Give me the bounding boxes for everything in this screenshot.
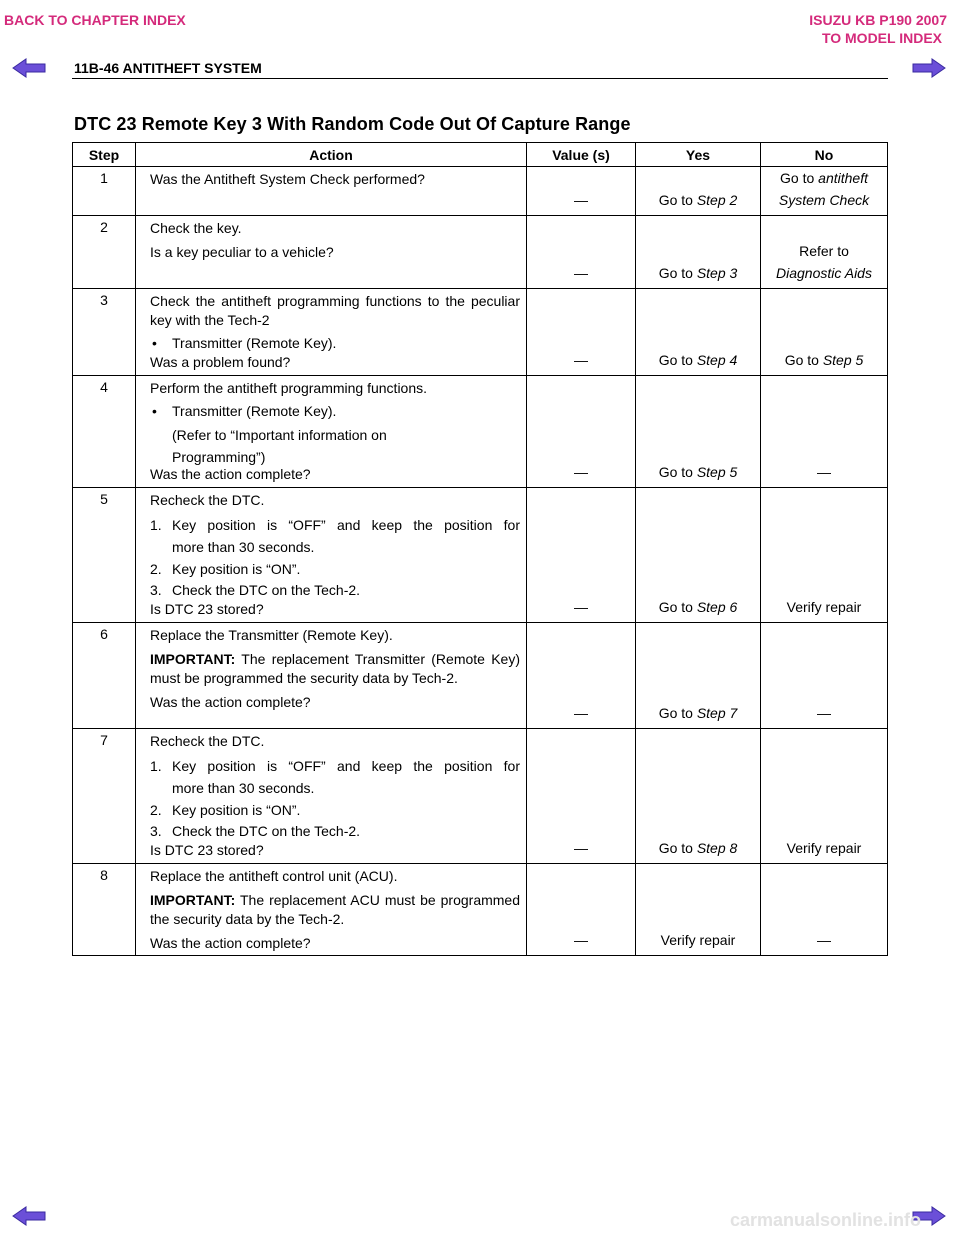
value-cell: —	[527, 864, 636, 956]
action-question: Was the action complete?	[150, 694, 311, 710]
action-list-item	[150, 755, 520, 799]
step-number: 6	[73, 623, 136, 729]
action-text: Replace the Transmitter (Remote Key).	[150, 627, 393, 643]
item-number: 2.	[150, 561, 162, 577]
item-text: Key position is “OFF” and keep the position for	[172, 517, 520, 533]
header-no: No	[761, 143, 888, 167]
section-header: 11B-46 ANTITHEFT SYSTEM	[74, 60, 262, 76]
item-number: 3.	[150, 582, 162, 598]
model-title-link[interactable]: ISUZU KB P190 2007	[809, 12, 947, 28]
item-text: Key position is “ON”.	[172, 561, 301, 577]
action-question: Was the action complete?	[150, 466, 311, 482]
yes-prefix: Go to	[658, 265, 697, 281]
action-text: Recheck the DTC.	[150, 492, 265, 508]
item-number: 3.	[150, 823, 162, 839]
value-cell: —	[527, 216, 636, 289]
step-number: 7	[73, 729, 136, 864]
step-number: 4	[73, 376, 136, 488]
action-list-item	[150, 821, 520, 841]
action-cell	[136, 864, 527, 956]
action-text: Check the key.	[150, 220, 242, 236]
yes-prefix: Go to	[658, 464, 697, 480]
table-header-row	[73, 143, 888, 167]
table-row	[73, 729, 888, 864]
no-cell	[761, 289, 888, 376]
action-text: Check the antitheft programming functions to the peculiar key with the Tech-2	[150, 293, 520, 328]
value-cell: —	[527, 289, 636, 376]
item-number: 1.	[150, 758, 162, 774]
action-text: Was the Antitheft System Check performed?	[150, 171, 425, 187]
item-text: Key position is “OFF” and keep the position for	[172, 758, 520, 774]
action-list-item	[150, 558, 520, 580]
item-number: 2.	[150, 802, 162, 818]
value-cell: —	[527, 167, 636, 216]
watermark: carmanualsonline.info	[730, 1210, 922, 1230]
no-prefix: Go to	[784, 352, 823, 368]
yes-cell	[636, 729, 761, 864]
action-cell	[136, 376, 527, 488]
no-prefix: Go to	[780, 170, 819, 186]
no-cell	[761, 216, 888, 289]
action-text: Replace the antitheft control unit (ACU).	[150, 868, 398, 884]
yes-step-ref: Step 5	[696, 464, 738, 480]
action-bullet: • Transmitter (Remote Key).	[150, 402, 520, 421]
yes-cell	[636, 623, 761, 729]
action-cell	[136, 623, 527, 729]
table-row	[73, 864, 888, 956]
action-cell	[136, 488, 527, 623]
table-row	[73, 167, 888, 216]
action-text: Perform the antitheft programming functions.	[150, 380, 428, 396]
yes-cell	[636, 488, 761, 623]
action-note: Programming”)	[172, 449, 266, 465]
page-title: DTC 23 Remote Key 3 With Random Code Out Of Capture Range	[74, 114, 631, 134]
action-text: Recheck the DTC.	[150, 733, 265, 749]
value-cell: —	[527, 488, 636, 623]
step-number: 3	[73, 289, 136, 376]
yes-cell: Verify repair	[636, 864, 761, 956]
step-number: 2	[73, 216, 136, 289]
arrow-left-icon[interactable]	[12, 58, 46, 78]
important-note	[150, 650, 520, 688]
item-text: Key position is “ON”.	[172, 802, 301, 818]
important-text: The replacement Transmitter (Remote Key) must be programmed the security data by Tech-2.	[150, 651, 520, 686]
no-cell: —	[761, 623, 888, 729]
important-label: IMPORTANT:	[150, 892, 236, 908]
value-cell: —	[527, 623, 636, 729]
item-text-continued: more than 30 seconds.	[172, 539, 315, 555]
table-row	[73, 289, 888, 376]
value-cell: —	[527, 376, 636, 488]
action-cell	[136, 216, 527, 289]
table-row	[73, 623, 888, 729]
item-number: 1.	[150, 517, 162, 533]
back-to-chapter-index-link[interactable]: BACK TO CHAPTER INDEX	[4, 12, 186, 28]
yes-cell	[636, 376, 761, 488]
header-rule	[72, 78, 888, 79]
table-row	[73, 216, 888, 289]
yes-cell	[636, 289, 761, 376]
action-question: Was a problem found?	[150, 354, 291, 370]
header-action: Action	[136, 143, 527, 167]
action-question: Is a key peculiar to a vehicle?	[150, 244, 334, 260]
value-cell: —	[527, 729, 636, 864]
no-cell: —	[761, 864, 888, 956]
table-row	[73, 376, 888, 488]
header-value: Value (s)	[527, 143, 636, 167]
item-text: Check the DTC on the Tech-2.	[172, 823, 361, 839]
header-yes: Yes	[636, 143, 761, 167]
important-label: IMPORTANT:	[150, 651, 236, 667]
item-text: Check the DTC on the Tech-2.	[172, 582, 361, 598]
arrow-left-icon[interactable]	[12, 1206, 46, 1226]
no-cell: —	[761, 376, 888, 488]
no-cell: Verify repair	[761, 729, 888, 864]
action-question: Is DTC 23 stored?	[150, 842, 264, 858]
yes-step-ref: Step 3	[696, 265, 738, 281]
important-text: The replacement ACU must be programmed the security data by the Tech-2.	[150, 892, 520, 927]
yes-prefix: Go to	[658, 705, 697, 721]
action-cell	[136, 289, 527, 376]
yes-step-ref: Step 4	[696, 352, 738, 368]
yes-step-ref: Step 7	[696, 705, 738, 721]
to-model-index-link[interactable]: TO MODEL INDEX	[821, 30, 942, 46]
table-row	[73, 488, 888, 623]
yes-prefix: Go to	[658, 840, 697, 856]
yes-step-ref: Step 2	[696, 192, 738, 208]
yes-cell	[636, 167, 761, 216]
header-step: Step	[73, 143, 136, 167]
important-note	[150, 891, 520, 929]
arrow-right-icon[interactable]	[912, 58, 946, 78]
yes-prefix: Go to	[658, 352, 697, 368]
action-note: (Refer to “Important information on	[172, 427, 387, 443]
action-cell	[136, 729, 527, 864]
action-cell	[136, 167, 527, 216]
step-number: 5	[73, 488, 136, 623]
step-number: 1	[73, 167, 136, 216]
no-ref: Diagnostic Aids	[776, 265, 872, 281]
action-list-item	[150, 799, 520, 821]
step-number: 8	[73, 864, 136, 956]
action-bullet: • Transmitter (Remote Key).	[150, 334, 520, 353]
no-cell: Verify repair	[761, 488, 888, 623]
no-prefix: Refer to	[799, 243, 849, 259]
yes-step-ref: Step 8	[696, 840, 738, 856]
action-question: Was the action complete?	[150, 935, 311, 951]
yes-cell	[636, 216, 761, 289]
item-text-continued: more than 30 seconds.	[172, 780, 315, 796]
no-step-ref: Step 5	[822, 352, 864, 368]
yes-step-ref: Step 6	[696, 599, 738, 615]
yes-prefix: Go to	[658, 192, 697, 208]
yes-prefix: Go to	[658, 599, 697, 615]
action-list-item	[150, 580, 520, 600]
action-list-item	[150, 514, 520, 558]
action-question: Is DTC 23 stored?	[150, 601, 264, 617]
no-ref: antitheft System Check	[778, 170, 870, 208]
no-cell	[761, 167, 888, 216]
diagnostic-table	[72, 142, 888, 956]
